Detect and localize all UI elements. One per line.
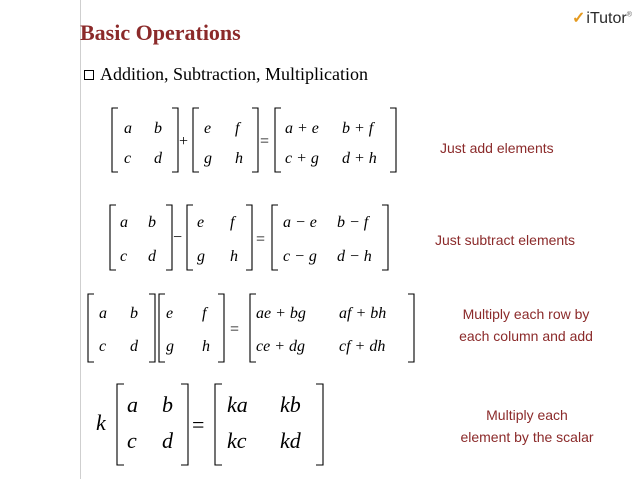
matrix-bracket <box>112 108 178 172</box>
matrix-cell: c − g <box>283 248 317 265</box>
description-line: Multiply each row by <box>462 306 590 322</box>
logo-mark-icon: ✓ <box>572 10 586 27</box>
equals-operator: = <box>260 133 270 150</box>
equals-operator: = <box>192 412 205 437</box>
matrix-cell: e <box>197 214 205 231</box>
plus-operator: + <box>179 133 189 150</box>
matrix-cell: b <box>154 120 162 137</box>
matrix-cell: e <box>166 305 174 322</box>
matrix-cell: d <box>154 150 162 167</box>
matrix-cell: d + h <box>342 150 377 167</box>
matrix-bracket <box>193 108 258 172</box>
scalar-k: k <box>96 410 106 435</box>
logo-registered: ® <box>626 11 632 19</box>
matrix-cell: af + bh <box>339 305 387 322</box>
matrix-cell: h <box>235 150 243 167</box>
matrix-cell: cf + dh <box>339 338 386 355</box>
matrix-cell: f <box>230 214 235 231</box>
scalar-equation <box>96 384 323 465</box>
addition-description: Just add elements <box>440 140 554 156</box>
bullet-text: Addition, Subtraction, Multiplication <box>100 64 368 84</box>
matrix-cell: ce + dg <box>256 338 305 355</box>
multiplication-description <box>436 303 616 347</box>
matrix-cell: c <box>99 338 107 355</box>
equals-operator: = <box>256 231 266 248</box>
matrix-cell: b <box>162 392 173 417</box>
matrix-cell: a <box>99 305 107 322</box>
matrix-cell: c <box>120 248 128 265</box>
matrix-cell: d − h <box>337 248 372 265</box>
matrix-cell: b − f <box>337 214 369 231</box>
matrix-cell: g <box>204 150 212 167</box>
scalar-description <box>432 404 622 448</box>
matrix-cell: b <box>130 305 138 322</box>
description-line: Multiply each <box>486 407 568 423</box>
subtraction-equation <box>110 205 388 270</box>
matrix-cell: f <box>202 305 207 322</box>
matrix-cell: kd <box>280 428 301 453</box>
slide-title: Basic Operations <box>80 20 241 45</box>
matrix-cell: a − e <box>283 214 317 231</box>
matrix-cell: c <box>127 428 137 453</box>
matrix-cell: kc <box>227 428 247 453</box>
matrix-cell: d <box>162 428 173 453</box>
matrix-cell: a <box>127 392 138 417</box>
multiplication-equation <box>88 294 414 362</box>
matrix-cell: e <box>204 120 212 137</box>
description-line: element by the scalar <box>460 429 594 445</box>
description-line: each column and add <box>459 328 593 344</box>
matrix-cell: ae + bg <box>256 305 306 322</box>
matrix-cell: g <box>197 248 205 265</box>
matrix-cell: ka <box>227 392 248 417</box>
minus-operator: − <box>173 229 183 246</box>
addition-equation <box>112 108 396 172</box>
matrix-cell: b + f <box>342 120 374 137</box>
matrix-cell: d <box>148 248 156 265</box>
matrix-cell: b <box>148 214 156 231</box>
matrix-cell: c + g <box>285 150 319 167</box>
equals-operator: = <box>230 321 240 338</box>
matrix-cell: a + e <box>285 120 319 137</box>
matrix-cell: a <box>124 120 132 137</box>
matrix-cell: g <box>166 338 174 355</box>
matrix-cell: h <box>230 248 238 265</box>
matrix-cell: c <box>124 150 132 167</box>
matrix-cell: h <box>202 338 210 355</box>
logo-text: iTutor <box>586 10 627 27</box>
subtraction-description: Just subtract elements <box>435 232 576 248</box>
matrix-cell: a <box>120 214 128 231</box>
matrix-cell: d <box>130 338 138 355</box>
matrix-cell: f <box>235 120 240 137</box>
matrix-cell: kb <box>280 392 301 417</box>
